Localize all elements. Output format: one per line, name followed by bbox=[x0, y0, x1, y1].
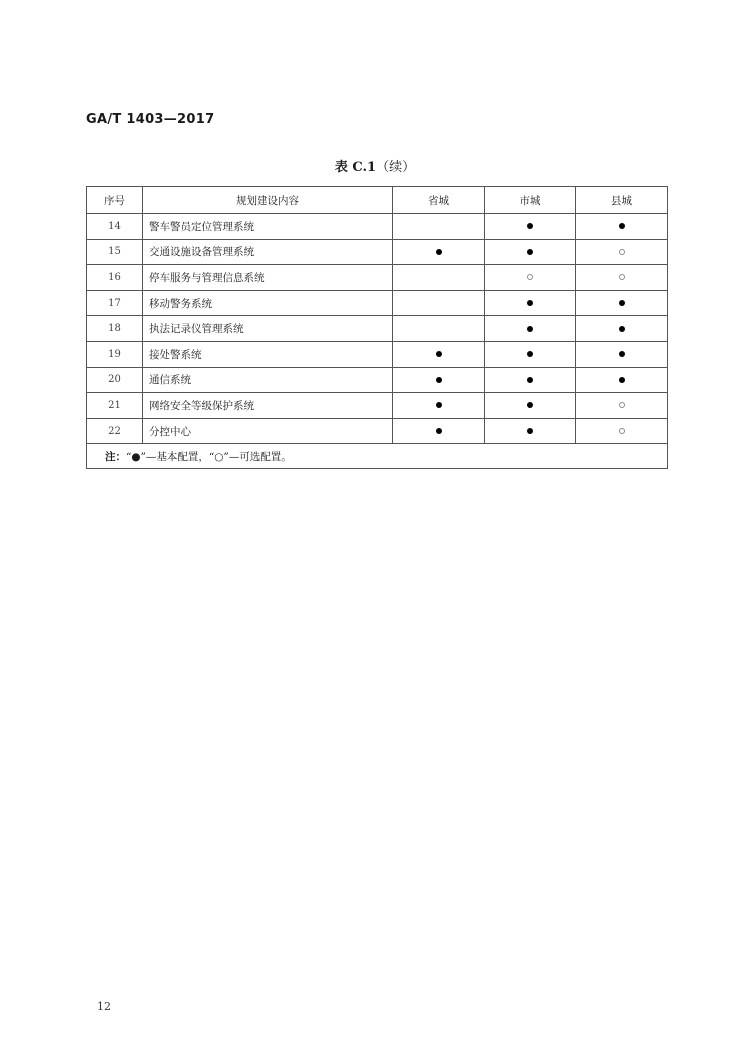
page-number: 12 bbox=[97, 1000, 111, 1013]
basic-config-mark bbox=[436, 351, 442, 357]
row-city-cell bbox=[485, 290, 576, 316]
table-row bbox=[87, 265, 668, 291]
row-number: 17 bbox=[87, 290, 143, 316]
basic-config-mark bbox=[436, 249, 442, 255]
row-content: 执法记录仪管理系统 bbox=[143, 316, 393, 342]
table-row bbox=[87, 393, 668, 419]
row-number: 20 bbox=[87, 367, 143, 393]
row-province-cell bbox=[393, 393, 485, 419]
table-header-row bbox=[87, 187, 668, 214]
basic-config-mark bbox=[619, 351, 625, 357]
row-number: 21 bbox=[87, 393, 143, 419]
row-number: 18 bbox=[87, 316, 143, 342]
basic-config-mark bbox=[527, 249, 533, 255]
basic-config-mark bbox=[527, 351, 533, 357]
optional-config-mark bbox=[527, 274, 533, 280]
row-city-cell bbox=[485, 316, 576, 342]
row-content: 分控中心 bbox=[143, 418, 393, 444]
row-county-cell bbox=[576, 367, 668, 393]
row-province-cell bbox=[393, 316, 485, 342]
note-label: 注： bbox=[105, 450, 126, 463]
table-row bbox=[87, 341, 668, 367]
row-county-cell bbox=[576, 265, 668, 291]
table-row bbox=[87, 290, 668, 316]
row-county-cell bbox=[576, 239, 668, 265]
row-content: 移动警务系统 bbox=[143, 290, 393, 316]
row-content: 网络安全等级保护系统 bbox=[143, 393, 393, 419]
row-county-cell bbox=[576, 290, 668, 316]
row-province-cell bbox=[393, 290, 485, 316]
row-county-cell bbox=[576, 393, 668, 419]
row-province-cell bbox=[393, 239, 485, 265]
table-row bbox=[87, 214, 668, 240]
basic-config-mark bbox=[436, 377, 442, 383]
table-note bbox=[87, 444, 668, 469]
row-province-cell bbox=[393, 265, 485, 291]
basic-config-mark bbox=[527, 377, 533, 383]
row-number: 15 bbox=[87, 239, 143, 265]
row-city-cell bbox=[485, 341, 576, 367]
row-content: 交通设施设备管理系统 bbox=[143, 239, 393, 265]
basic-config-mark bbox=[527, 428, 533, 434]
config-table bbox=[86, 186, 668, 469]
table-row bbox=[87, 239, 668, 265]
row-city-cell bbox=[485, 367, 576, 393]
row-content: 通信系统 bbox=[143, 367, 393, 393]
note-text: “●”—基本配置，“○”—可选配置。 bbox=[126, 450, 292, 463]
row-county-cell bbox=[576, 341, 668, 367]
table-note-row bbox=[87, 444, 668, 469]
basic-config-mark bbox=[527, 326, 533, 332]
row-county-cell bbox=[576, 316, 668, 342]
table-row bbox=[87, 367, 668, 393]
basic-config-mark bbox=[436, 428, 442, 434]
basic-config-mark bbox=[619, 300, 625, 306]
row-city-cell bbox=[485, 214, 576, 240]
row-city-cell bbox=[485, 393, 576, 419]
row-county-cell bbox=[576, 418, 668, 444]
table-row bbox=[87, 418, 668, 444]
row-number: 16 bbox=[87, 265, 143, 291]
table-title bbox=[0, 156, 750, 175]
row-number: 22 bbox=[87, 418, 143, 444]
row-content: 接处警系统 bbox=[143, 341, 393, 367]
column-header-province: 省城 bbox=[393, 187, 485, 214]
row-city-cell bbox=[485, 418, 576, 444]
table-row bbox=[87, 316, 668, 342]
basic-config-mark bbox=[619, 326, 625, 332]
basic-config-mark bbox=[527, 223, 533, 229]
basic-config-mark bbox=[619, 223, 625, 229]
table-body bbox=[87, 214, 668, 444]
basic-config-mark bbox=[619, 377, 625, 383]
basic-config-mark bbox=[436, 402, 442, 408]
row-number: 19 bbox=[87, 341, 143, 367]
row-content: 停车服务与管理信息系统 bbox=[143, 265, 393, 291]
column-header-city: 市城 bbox=[485, 187, 576, 214]
document-code: GA/T 1403—2017 bbox=[86, 112, 215, 127]
column-header-number: 序号 bbox=[87, 187, 143, 214]
optional-config-mark bbox=[619, 428, 625, 434]
row-province-cell bbox=[393, 367, 485, 393]
table-title-main: 表 C.1 bbox=[334, 160, 377, 175]
basic-config-mark bbox=[527, 300, 533, 306]
row-province-cell bbox=[393, 418, 485, 444]
column-header-county: 县城 bbox=[576, 187, 668, 214]
optional-config-mark bbox=[619, 249, 625, 255]
basic-config-mark bbox=[527, 402, 533, 408]
row-city-cell bbox=[485, 239, 576, 265]
row-province-cell bbox=[393, 341, 485, 367]
optional-config-mark bbox=[619, 402, 625, 408]
optional-config-mark bbox=[619, 274, 625, 280]
row-province-cell bbox=[393, 214, 485, 240]
row-county-cell bbox=[576, 214, 668, 240]
row-content: 警车警员定位管理系统 bbox=[143, 214, 393, 240]
column-header-content: 规划建设内容 bbox=[143, 187, 393, 214]
row-number: 14 bbox=[87, 214, 143, 240]
table-title-suffix: （续） bbox=[376, 160, 416, 175]
row-city-cell bbox=[485, 265, 576, 291]
